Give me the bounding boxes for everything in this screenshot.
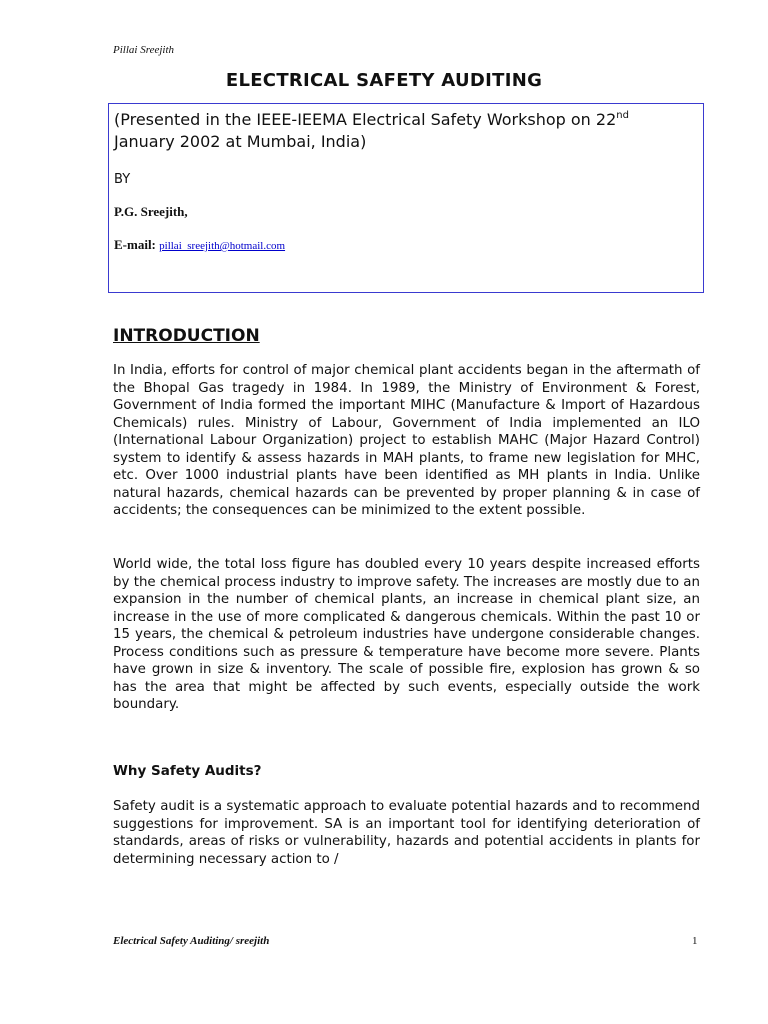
document-title: ELECTRICAL SAFETY AUDITING — [225, 70, 543, 91]
page-header-author: Pillai Sreejith — [113, 44, 174, 56]
email-label: E-mail: — [114, 237, 156, 252]
intro-paragraph-1: In India, efforts for control of major chemical plant accidents began in the aftermath of the Bhopal Gas tragedy in 1984. In 1989, the Ministry of Environment & Forest, Government of India formed the important MIHC (Manufacture & Import of Hazardous Chemicals) rules. Ministry of Labour, Government of India implemented an ILO (International Labour Organization) project to establish MAHC (Major Hazard Control) system to identify & assess hazards in MAH plants, to frame new legislation for MHC, etc. Over 1000 industrial plants have been identified as MH plants in India. Unlike natural hazards, chemical hazards can be prevented by proper planning & in case of accidents; the consequences can be minimized to the extent possible. — [113, 363, 700, 518]
why-safety-audits-paragraph: Safety audit is a systematic approach to evaluate potential hazards and to recommend suggestions for improvement. SA is an important tool for identifying deterioration of standards, areas of risks or vulnerability, hazards and potential accidents in plants for determining necessary action to / — [113, 799, 700, 867]
email-link[interactable]: pillai_sreejith@hotmail.com — [159, 240, 286, 252]
presentation-date-suffix: nd — [616, 110, 629, 121]
presentation-box — [108, 103, 704, 293]
page-footer-title: Electrical Safety Auditing/ sreejith — [113, 935, 270, 947]
intro-paragraph-2: World wide, the total loss figure has doubled every 10 years despite increased efforts by the chemical process industry to improve safety. The increases are mostly due to an expansion in the number of chemical plants, an increase in chemical plant size, an increase in the use of more complicated & dangerous chemicals. Within the past 10 or 15 years, the chemical & petroleum industries have undergone considerable changes. Process conditions such as pressure & temperature have become more severe. Plants have grown in size & inventory. The scale of possible fire, explosion has grown & so has the area that might be affected by such events, especially outside the work boundary. — [113, 557, 700, 712]
by-label: BY — [114, 172, 131, 187]
presentation-note-text-2: January 2002 at Mumbai, India) — [114, 132, 367, 151]
why-safety-audits-heading: Why Safety Audits? — [113, 763, 262, 779]
presentation-note — [114, 109, 699, 153]
page-number: 1 — [692, 935, 698, 947]
presentation-note-text: (Presented in the IEEE-IEEMA Electrical Safety Workshop on 22 — [114, 110, 617, 129]
author-name: P.G. Sreejith, — [114, 204, 188, 219]
introduction-heading: INTRODUCTION — [113, 326, 260, 346]
email-row — [114, 237, 285, 253]
